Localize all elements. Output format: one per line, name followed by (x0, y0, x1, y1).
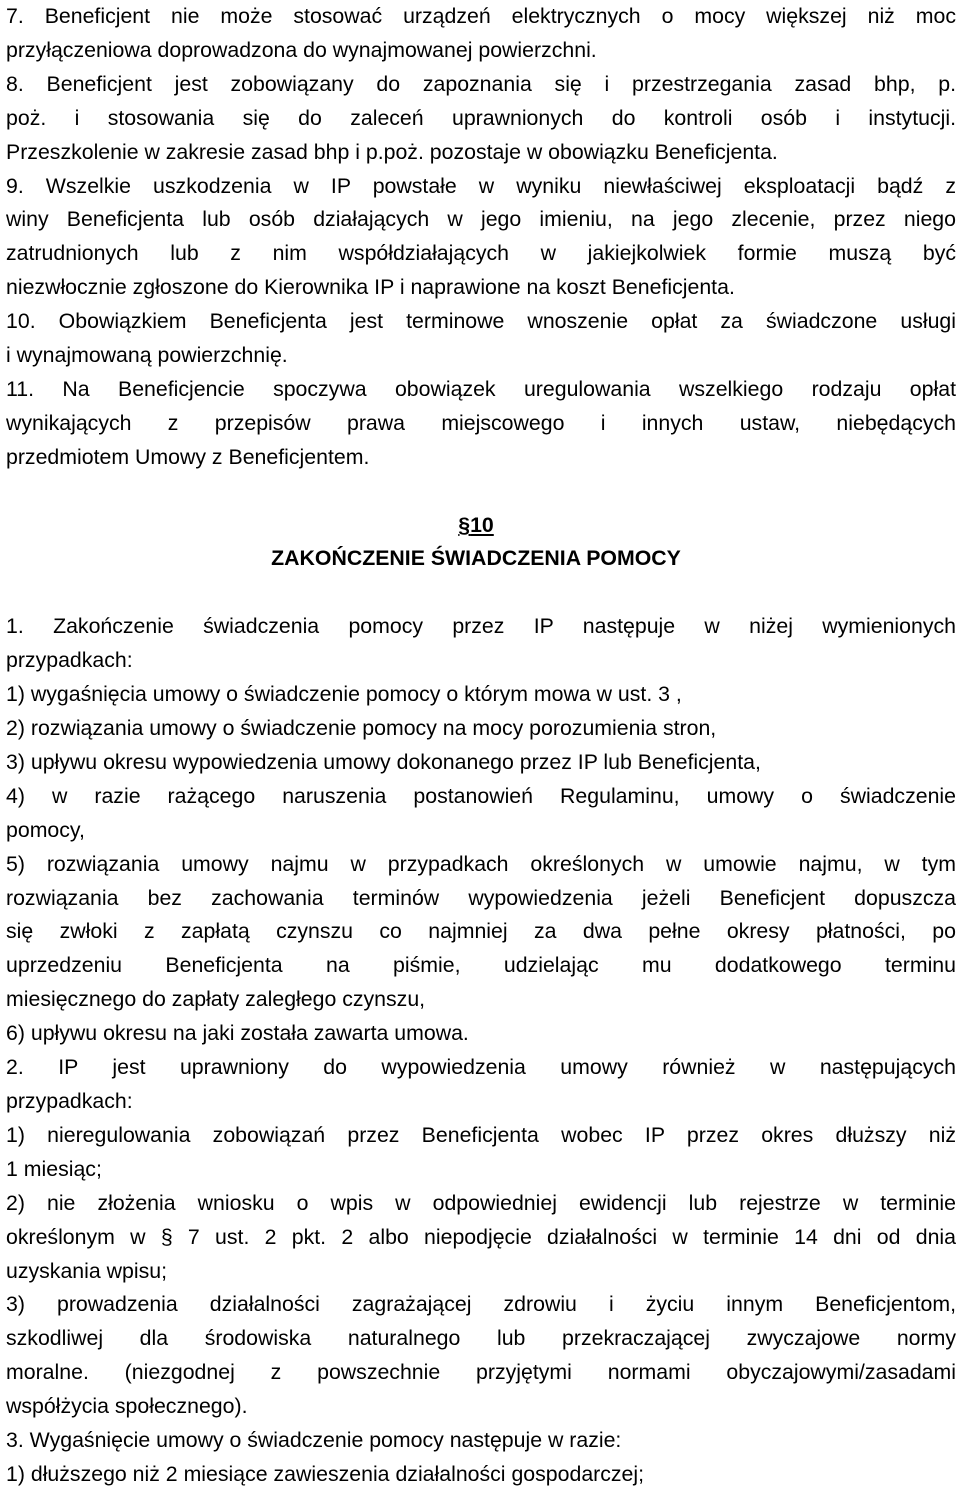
text-line: 2) rozwiązania umowy o świadczenie pomocy na mocy porozumienia stron, (6, 716, 717, 740)
section-number-value: 10 (470, 512, 494, 537)
section-symbol: § (458, 512, 471, 537)
text-line: poż. i stosowania się do zaleceń uprawnionych do kontroli osób i instytucji. (6, 105, 956, 130)
text-line: pomocy, (6, 817, 85, 842)
text-line: przypadkach: (6, 648, 133, 673)
text-line: i wynajmowaną powierzchnię. (6, 343, 288, 368)
text-line: 3. Wygaśnięcie umowy o świadczenie pomocy następuje w razie: (6, 1428, 622, 1453)
spacer (6, 576, 956, 610)
text-line: uzyskania wpisu; (6, 1258, 167, 1283)
intro-paragraphs (6, 0, 956, 475)
text-line: 4) w razie rażącego naruszenia postanowień Regulaminu, umowy o świadczenie (6, 783, 956, 808)
text-line: 7. Beneficjent nie może stosować urządzeń elektrycznych o mocy większej niż moc (6, 4, 956, 28)
text-line: 1) nieregulowania zobowiązań przez Beneficjenta wobec IP przez okres dłuższy niż (6, 1122, 956, 1147)
text-line: 1. Zakończenie świadczenia pomocy przez IP następuje w niżej wymienionych (6, 614, 956, 639)
text-line: 1 miesiąc; (6, 1156, 102, 1181)
text-line: współżycia społecznego). (6, 1394, 248, 1419)
section-heading (0, 509, 956, 577)
text-line: 2) nie złożenia wniosku o wpis w odpowiedniej ewidencji lub rejestrze w terminie (6, 1190, 956, 1215)
text-line: zatrudnionych lub z nim współdziałających w jakiejkolwiek formie muszą być (6, 241, 956, 266)
section-title: ZAKOŃCZENIE ŚWIADCZENIA POMOCY (271, 546, 681, 571)
text-line: 11. Na Beneficjencie spoczywa obowiązek uregulowania wszelkiego rodzaju opłat (6, 376, 956, 401)
spacer (6, 475, 956, 509)
text-line: przypadkach: (6, 1088, 133, 1113)
text-line: 1) wygaśnięcia umowy o świadczenie pomocy o którym mowa w ust. 3 , (6, 682, 682, 707)
document-page (6, 0, 956, 1492)
section-body (6, 610, 956, 1492)
text-line: 8. Beneficjent jest zobowiązany do zapoznania się i przestrzegania zasad bhp, p. (6, 71, 956, 96)
section-number (0, 509, 956, 543)
text-line: określonym w § 7 ust. 2 pkt. 2 albo niepodjęcie działalności w terminie 14 dni od dnia (6, 1224, 956, 1249)
text-line: Przeszkolenie w zakresie zasad bhp i p.poż. pozostaje w obowiązku Beneficjenta. (6, 139, 778, 164)
text-line: 10. Obowiązkiem Beneficjenta jest terminowe wnoszenie opłat za świadczone usługi (6, 309, 956, 334)
text-line: 9. Wszelkie uszkodzenia w IP powstałe w wyniku niewłaściwej eksploatacji bądź z (6, 173, 956, 198)
text-line: szkodliwej dla środowiska naturalnego lub przekraczającej zwyczajowe normy (6, 1326, 956, 1351)
text-line: się zwłoki z zapłatą czynszu co najmniej za dwa pełne okresy płatności, po (6, 919, 956, 944)
text-line: winy Beneficjenta lub osób działających w jego imieniu, na jego zlecenie, przez niego (6, 207, 956, 232)
text-line: moralne. (niezgodnej z powszechnie przyjętymi normami obyczajowymi/zasadami (6, 1360, 956, 1385)
text-line: niezwłocznie zgłoszone do Kierownika IP i naprawione na koszt Beneficjenta. (6, 275, 735, 300)
text-line: 3) prowadzenia działalności zagrażającej zdrowiu i życiu innym Beneficjentom, (6, 1292, 956, 1317)
text-line: 2. IP jest uprawniony do wypowiedzenia umowy również w następujących (6, 1055, 956, 1080)
text-line: 6) upływu okresu na jaki została zawarta umowa. (6, 1021, 469, 1046)
text-line: wynikających z przepisów prawa miejscowego i innych ustaw, niebędących (6, 410, 956, 435)
text-line: rozwiązania bez zachowania terminów wypowiedzenia jeżeli Beneficjent dopuszcza (6, 885, 956, 910)
text-line: 1) dłuższego niż 2 miesiące zawieszenia działalności gospodarczej; (6, 1461, 645, 1486)
text-line: 5) rozwiązania umowy najmu w przypadkach określonych w umowie najmu, w tym (6, 851, 956, 876)
text-line: przyłączeniowa doprowadzona do wynajmowanej powierzchni. (6, 37, 597, 62)
text-line: miesięcznego do zapłaty zaległego czynszu, (6, 987, 426, 1012)
text-line: przedmiotem Umowy z Beneficjentem. (6, 444, 370, 469)
text-line: 3) upływu okresu wypowiedzenia umowy dokonanego przez IP lub Beneficjenta, (6, 749, 761, 774)
text-line: uprzedzeniu Beneficjenta na piśmie, udzielając mu dodatkowego terminu (6, 953, 956, 978)
